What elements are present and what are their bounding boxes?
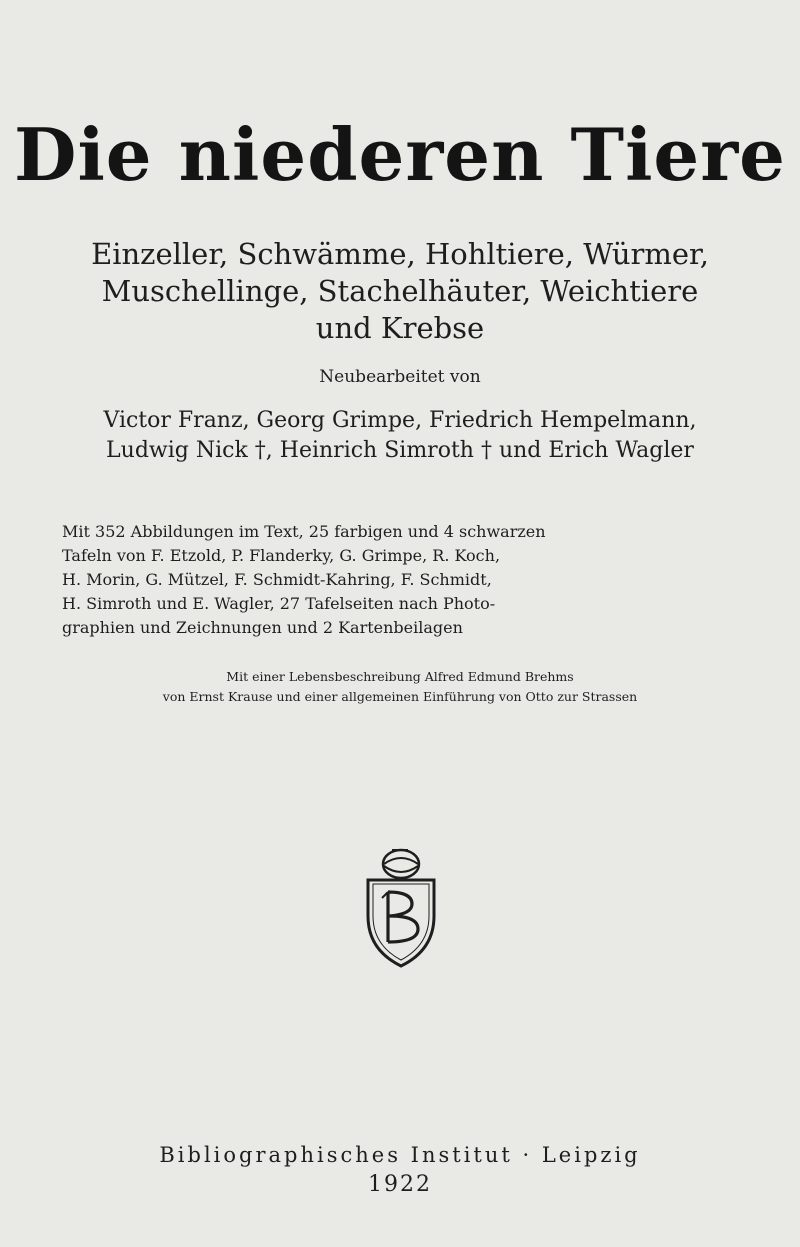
authors-block (40, 406, 760, 466)
subtitle-line: und Krebse (315, 311, 485, 345)
illustrations-note (62, 520, 738, 640)
biography-note (60, 667, 740, 707)
biography-line: Mit einer Lebensbeschreibung Alfred Edmund Brehms (226, 669, 574, 684)
publisher-logo-icon (362, 846, 440, 968)
authors-line: Ludwig Nick †, Heinrich Simroth † und Erich Wagler (106, 438, 694, 463)
subtitle-line: Einzeller, Schwämme, Hohltiere, Würmer, (91, 237, 709, 271)
publisher-name: Bibliographisches Institut · Leipzig (159, 1143, 641, 1167)
illustrations-line: graphien und Zeichnungen und 2 Kartenbeilagen (62, 618, 463, 637)
subtitle-line: Muschellinge, Stachelhäuter, Weichtiere (101, 274, 699, 308)
revised-by-label: Neubearbeitet von (319, 367, 481, 387)
illustrations-line: H. Morin, G. Mützel, F. Schmidt-Kahring, F. Schmidt, (62, 570, 492, 589)
biography-line: von Ernst Krause und einer allgemeinen Einführung von Otto zur Strassen (162, 689, 638, 704)
book-subtitle (60, 236, 740, 347)
publication-year: 1922 (368, 1172, 432, 1197)
illustrations-line: H. Simroth und E. Wagler, 27 Tafelseiten nach Photo- (62, 594, 496, 613)
illustrations-line: Mit 352 Abbildungen im Text, 25 farbigen und 4 schwarzen (62, 522, 546, 541)
book-title: Die niederen Tiere (14, 112, 786, 197)
authors-line: Victor Franz, Georg Grimpe, Friedrich Hempelmann, (103, 408, 697, 433)
illustrations-line: Tafeln von F. Etzold, P. Flanderky, G. Grimpe, R. Koch, (62, 546, 501, 565)
